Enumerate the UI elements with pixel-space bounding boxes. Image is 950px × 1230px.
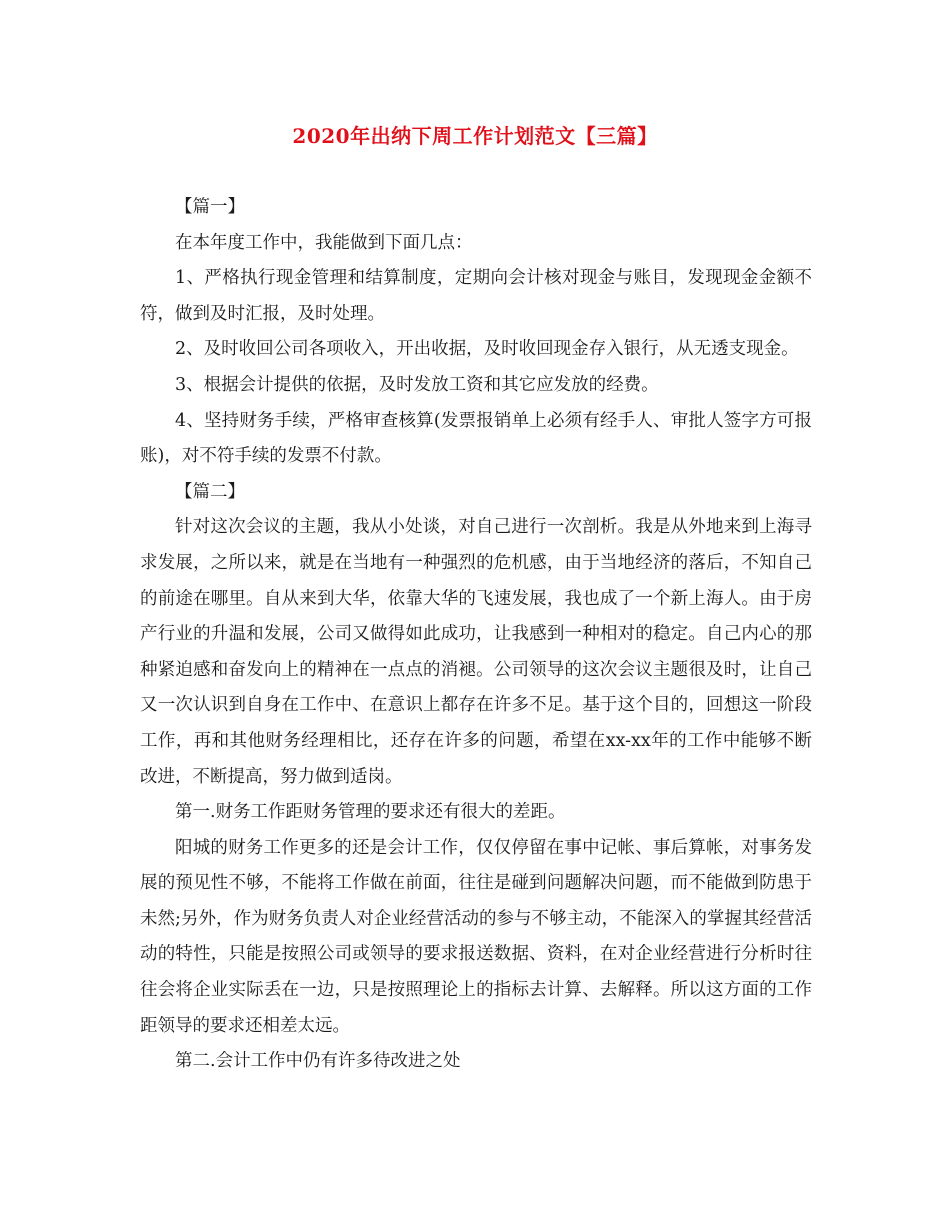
paragraph: 针对这次会议的主题，我从小处谈，对自己进行一次剖析。我是从外地来到上海寻求发展，之所以来，就是在当地有一种强烈的危机感，由于当地经济的落后，不知自己的前途在哪里。自从来到大华，依靠大华的飞速发展，我也成了一个新上海人。由于房产行业的升温和发展，公司又做得如此成功，让我感到一种相对的稳定。自己内心的那种紧迫感和奋发向上的精神在一点点的消褪。公司领导的这次会议主题很及时，让自己又一次认识到自身在工作中、在意识上都存在许多不足。基于这个目的，回想这一阶段工作，再和其他财务经理相比，还存在许多的问题，希望在xx-xx年的工作中能够不断改进，不断提高，努力做到适岗。 [140,517,812,787]
document-body [140,190,812,1080]
paragraph: 1、严格执行现金管理和结算制度，定期向会计核对现金与账目，发现现金金额不符，做到及时汇报，及时处理。 [140,268,812,324]
section-heading-1: 【篇一】 [175,197,245,217]
paragraph: 2、及时收回公司各项收入，开出收据，及时收回现金存入银行，从无透支现金。 [175,339,799,360]
section-heading-2: 【篇二】 [175,481,245,502]
paragraph: 第二.会计工作中仍有许多待改进之处 [175,1051,461,1072]
paragraph: 阳城的财务工作更多的还是会计工作，仅仅停留在事中记帐、事后算帐，对事务发展的预见性不够，不能将工作做在前面，往往是碰到问题解决问题，而不能做到防患于未然;另外，作为财务负责人对企业经营活动的参与不够主动，不能深入的掌握其经营活动的特性，只能是按照公司或领导的要求报送数据、资料，在对企业经营进行分析时往往会将企业实际丢在一边，只是按照理论上的指标去计算、去解释。所以这方面的工作距领导的要求还相差太远。 [140,837,812,1036]
paragraph: 在本年度工作中，我能做到下面几点： [175,232,473,253]
paragraph: 第一.财务工作距财务管理的要求还有很大的差距。 [175,802,566,823]
paragraph: 4、坚持财务手续，严格审查核算(发票报销单上必须有经手人、审批人签字方可报账)，对不符手续的发票不付款。 [140,410,812,467]
document-title: 2020年出纳下周工作计划范文【三篇】 [292,124,658,148]
paragraph: 3、根据会计提供的依据，及时发放工资和其它应发放的经费。 [175,374,659,395]
